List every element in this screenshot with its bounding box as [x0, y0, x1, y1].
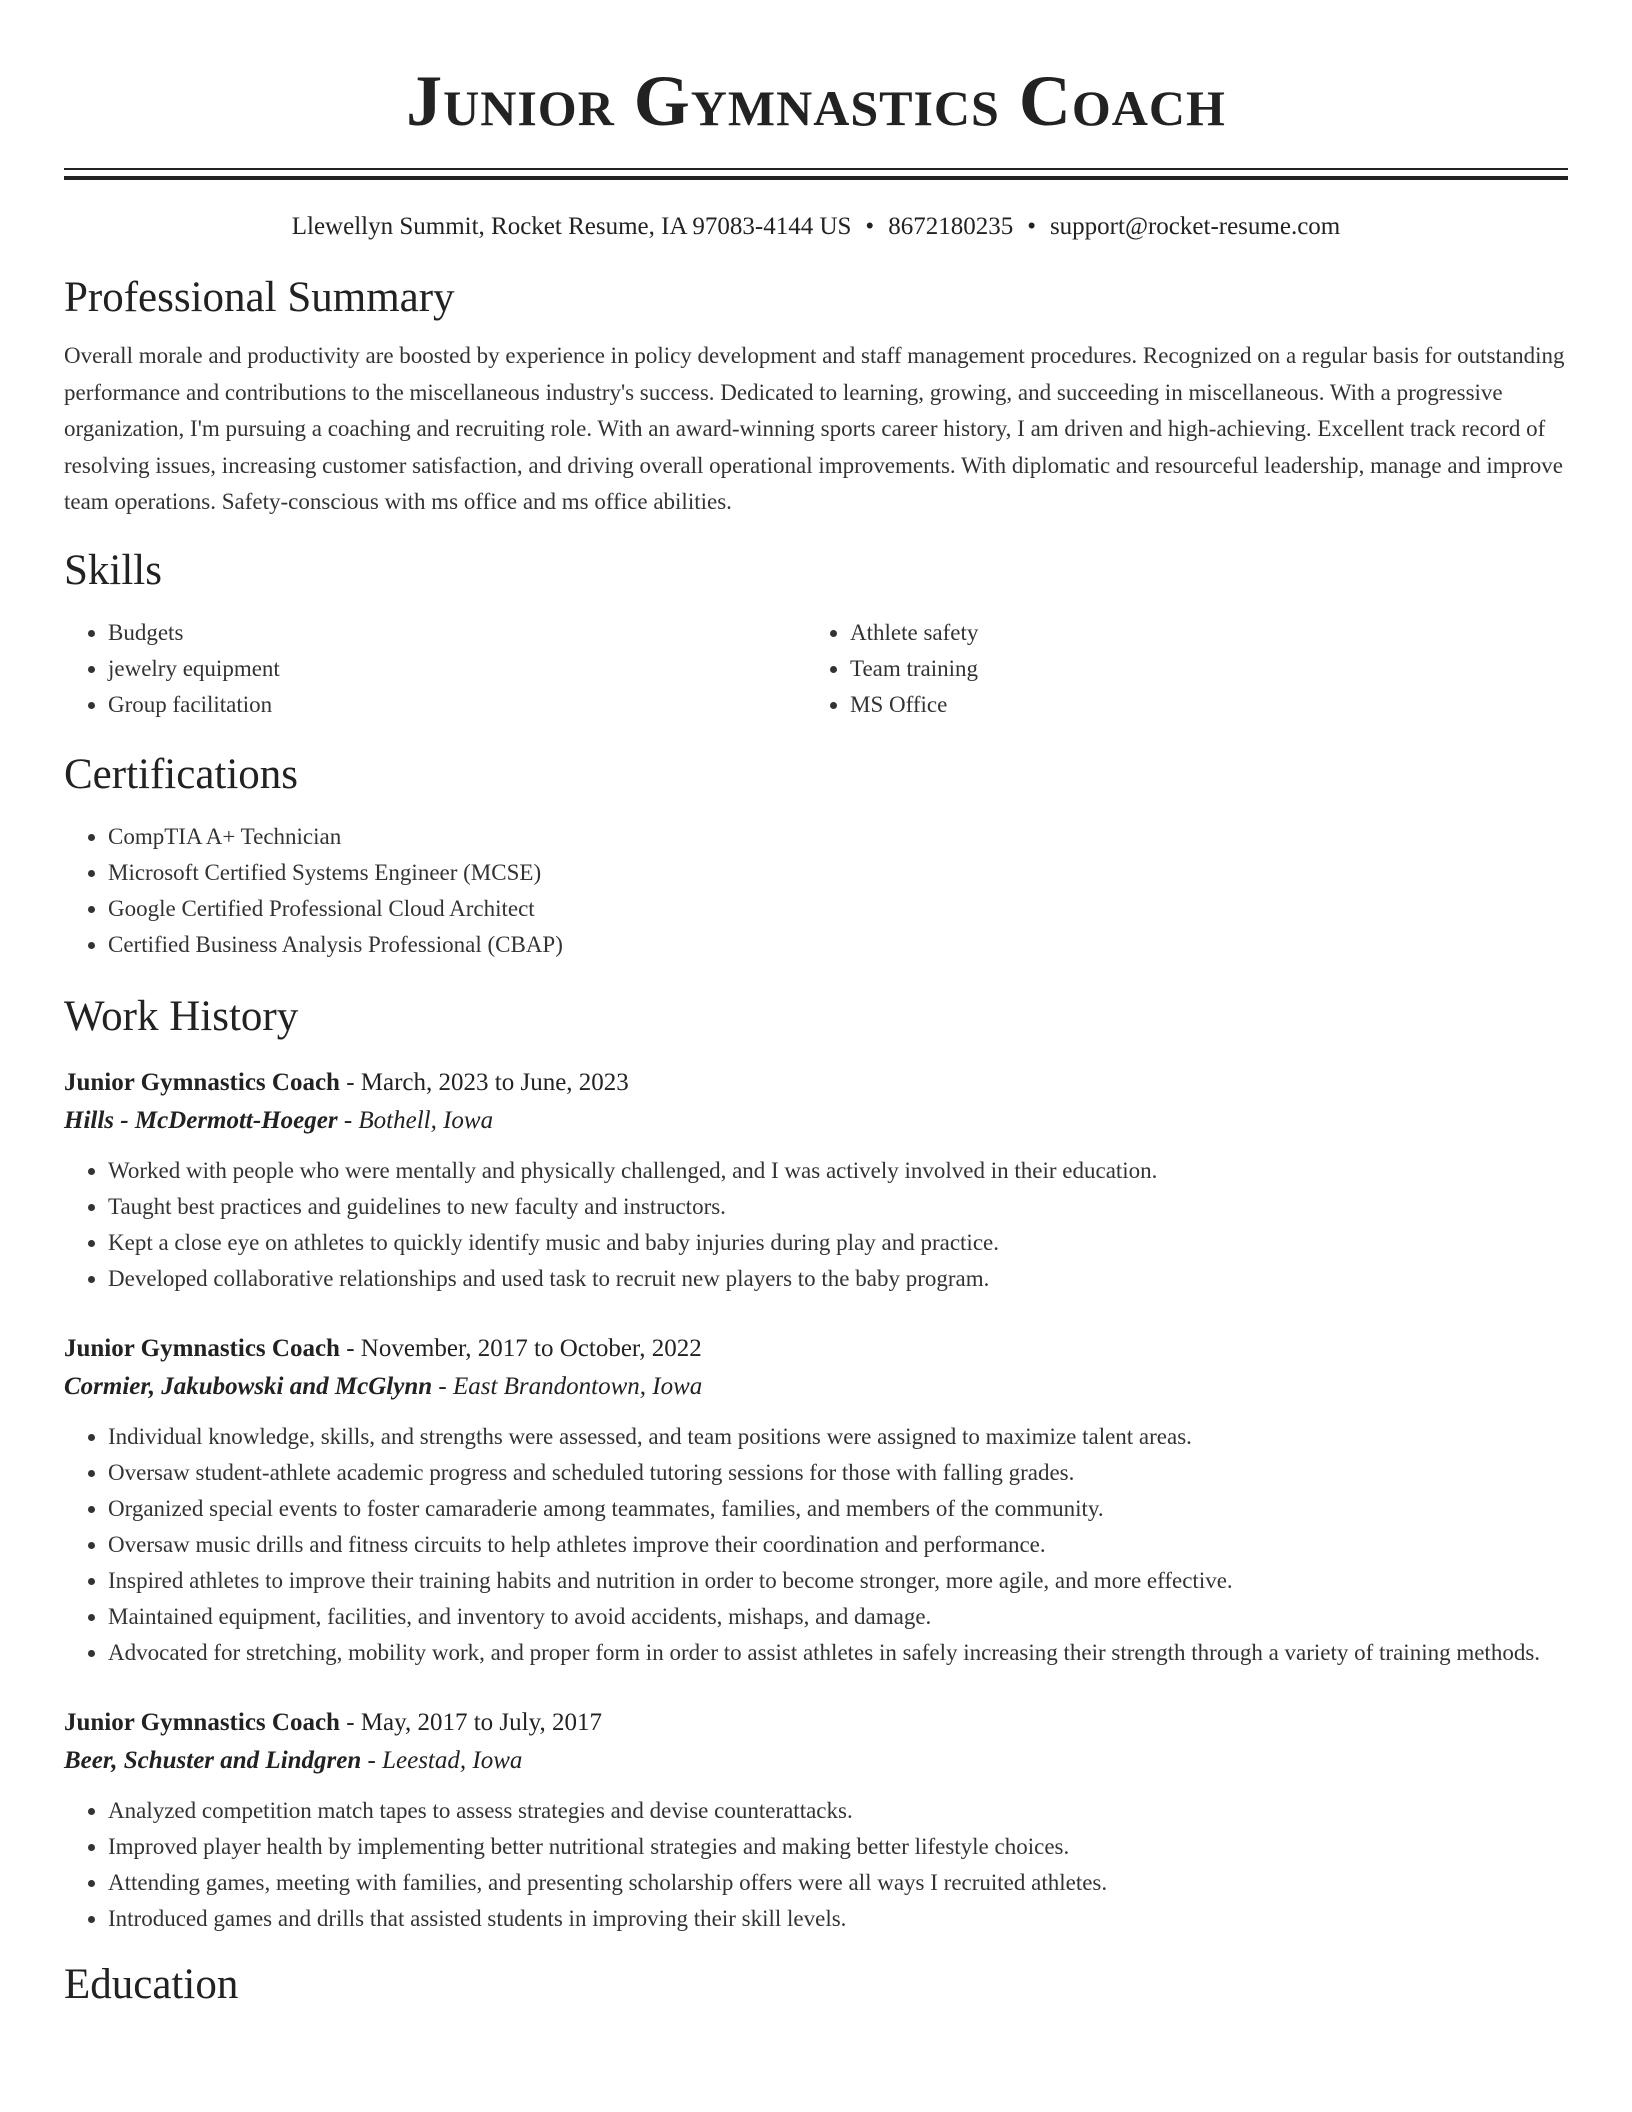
skill-item: • jewelry equipment: [108, 651, 806, 687]
skills-list-left: [64, 615, 806, 723]
skill-item: • Group facilitation: [108, 687, 806, 723]
job-company: Beer, Schuster and Lindgren: [64, 1746, 362, 1774]
resume-title: Junior Gymnastics Coach: [406, 61, 1226, 141]
job-dates: - November, 2017 to October, 2022: [346, 1334, 702, 1362]
job-company-line: [64, 1367, 1568, 1407]
job-company: Cormier, Jakubowski and McGlynn: [64, 1372, 433, 1400]
work-history-heading: Work History: [64, 992, 299, 1040]
job-bullets: [64, 1793, 1568, 1937]
job-bullet: • Inspired athletes to improve their training habits and nutrition in order to become stronger, more agile, and more effective.: [108, 1563, 1568, 1599]
job-bullet: • Advocated for stretching, mobility work, and proper form in order to assist athletes in safely increasing their strength through a variety of training methods.: [108, 1635, 1568, 1671]
contact-address: Llewellyn Summit, Rocket Resume, IA 97083-4144 US: [291, 213, 852, 240]
skill-item: • Budgets: [108, 615, 806, 651]
education-heading: Education: [64, 1960, 239, 2008]
job-bullet: • Kept a close eye on athletes to quickly identify music and baby injuries during play and practice.: [108, 1225, 1568, 1261]
skills-section: [64, 545, 1568, 723]
skills-grid: [64, 615, 1568, 723]
certification-item: • Google Certified Professional Cloud Architect: [108, 891, 1568, 927]
job-dates: - March, 2023 to June, 2023: [346, 1068, 629, 1096]
skills-heading: Skills: [64, 546, 162, 594]
title-divider-thick: [64, 176, 1568, 180]
certification-item: • Microsoft Certified Systems Engineer (MCSE): [108, 855, 1568, 891]
summary-heading: Professional Summary: [64, 274, 455, 321]
job-bullet: • Attending games, meeting with families, and presenting scholarship offers were all ways I recruited athletes.: [108, 1865, 1568, 1901]
job-bullet: • Developed collaborative relationships and used task to recruit new players to the baby program.: [108, 1261, 1568, 1297]
summary-section: [64, 272, 1568, 521]
skills-list-right: [806, 615, 1568, 723]
job-bullet: • Individual knowledge, skills, and strengths were assessed, and team positions were assigned to maximize talent areas.: [108, 1419, 1568, 1455]
job-company: Hills - McDermott-Hoeger: [64, 1106, 338, 1134]
certifications-list: [64, 819, 1568, 963]
job-bullet: • Taught best practices and guidelines to new faculty and instructors.: [108, 1189, 1568, 1225]
contact-phone: 8672180235: [888, 213, 1014, 240]
job-bullet: • Worked with people who were mentally and physically challenged, and I was actively involved in their education.: [108, 1153, 1568, 1189]
job-title: Junior Gymnastics Coach: [64, 1708, 340, 1736]
job-title: Junior Gymnastics Coach: [64, 1334, 340, 1362]
job-company-line: [64, 1101, 1568, 1141]
job-company-line: [64, 1741, 1568, 1781]
contact-separator: •: [865, 213, 875, 240]
job-bullet: • Maintained equipment, facilities, and inventory to avoid accidents, mishaps, and damage.: [108, 1599, 1568, 1635]
education-section: [64, 1959, 1568, 2011]
job-location: - Bothell, Iowa: [343, 1106, 494, 1134]
job-entry: [64, 1331, 1568, 1671]
contact-separator: •: [1027, 213, 1036, 240]
skill-item: • Team training: [850, 651, 1568, 687]
job-title-line: [64, 1065, 1568, 1101]
job-bullet: • Oversaw student-athlete academic progress and scheduled tutoring sessions for those with falling grades.: [108, 1455, 1568, 1491]
summary-text: Overall morale and productivity are boosted by experience in policy development and staff management procedures. Recognized on a regular basis for outstanding performance and contributions to the miscellaneous industry's success. Dedicated to learning, growing, and succeeding in miscellaneous. With a progressive organization, I'm pursuing a coaching and recruiting role. With an award-winning sports career history, I am driven and high-achieving. Excellent track record of resolving issues, increasing customer satisfaction, and driving overall operational improvements. With diplomatic and resourceful leadership, manage and improve team operations. Safety-conscious with ms office and ms office abilities.: [64, 343, 1565, 514]
job-location: - East Brandontown, Iowa: [438, 1372, 703, 1400]
certifications-heading: Certifications: [64, 750, 299, 798]
contact-line: [64, 210, 1568, 244]
job-dates: - May, 2017 to July, 2017: [346, 1708, 602, 1736]
skill-item: • MS Office: [850, 687, 1568, 723]
job-title-line: [64, 1705, 1568, 1741]
title-divider-thin: [64, 168, 1568, 170]
job-bullet: • Organized special events to foster camaraderie among teammates, families, and members of the community.: [108, 1491, 1568, 1527]
job-bullets: [64, 1153, 1568, 1297]
certification-item: • Certified Business Analysis Professional (CBAP): [108, 927, 1568, 963]
certifications-section: [64, 749, 1568, 963]
skill-item: • Athlete safety: [850, 615, 1568, 651]
job-bullet: • Introduced games and drills that assisted students in improving their skill levels.: [108, 1901, 1568, 1937]
job-title-line: [64, 1331, 1568, 1367]
job-bullet: • Oversaw music drills and fitness circuits to help athletes improve their coordination and performance.: [108, 1527, 1568, 1563]
certification-item: • CompTIA A+ Technician: [108, 819, 1568, 855]
job-location: - Leestad, Iowa: [367, 1746, 523, 1774]
job-bullets: [64, 1419, 1568, 1671]
job-bullet: • Improved player health by implementing better nutritional strategies and making better lifestyle choices.: [108, 1829, 1568, 1865]
job-title: Junior Gymnastics Coach: [64, 1068, 340, 1096]
job-entry: [64, 1065, 1568, 1297]
job-bullet: • Analyzed competition match tapes to assess strategies and devise counterattacks.: [108, 1793, 1568, 1829]
contact-email: support@rocket-resume.com: [1049, 213, 1341, 240]
work-history-section: [64, 991, 1568, 1937]
job-entry: [64, 1705, 1568, 1937]
